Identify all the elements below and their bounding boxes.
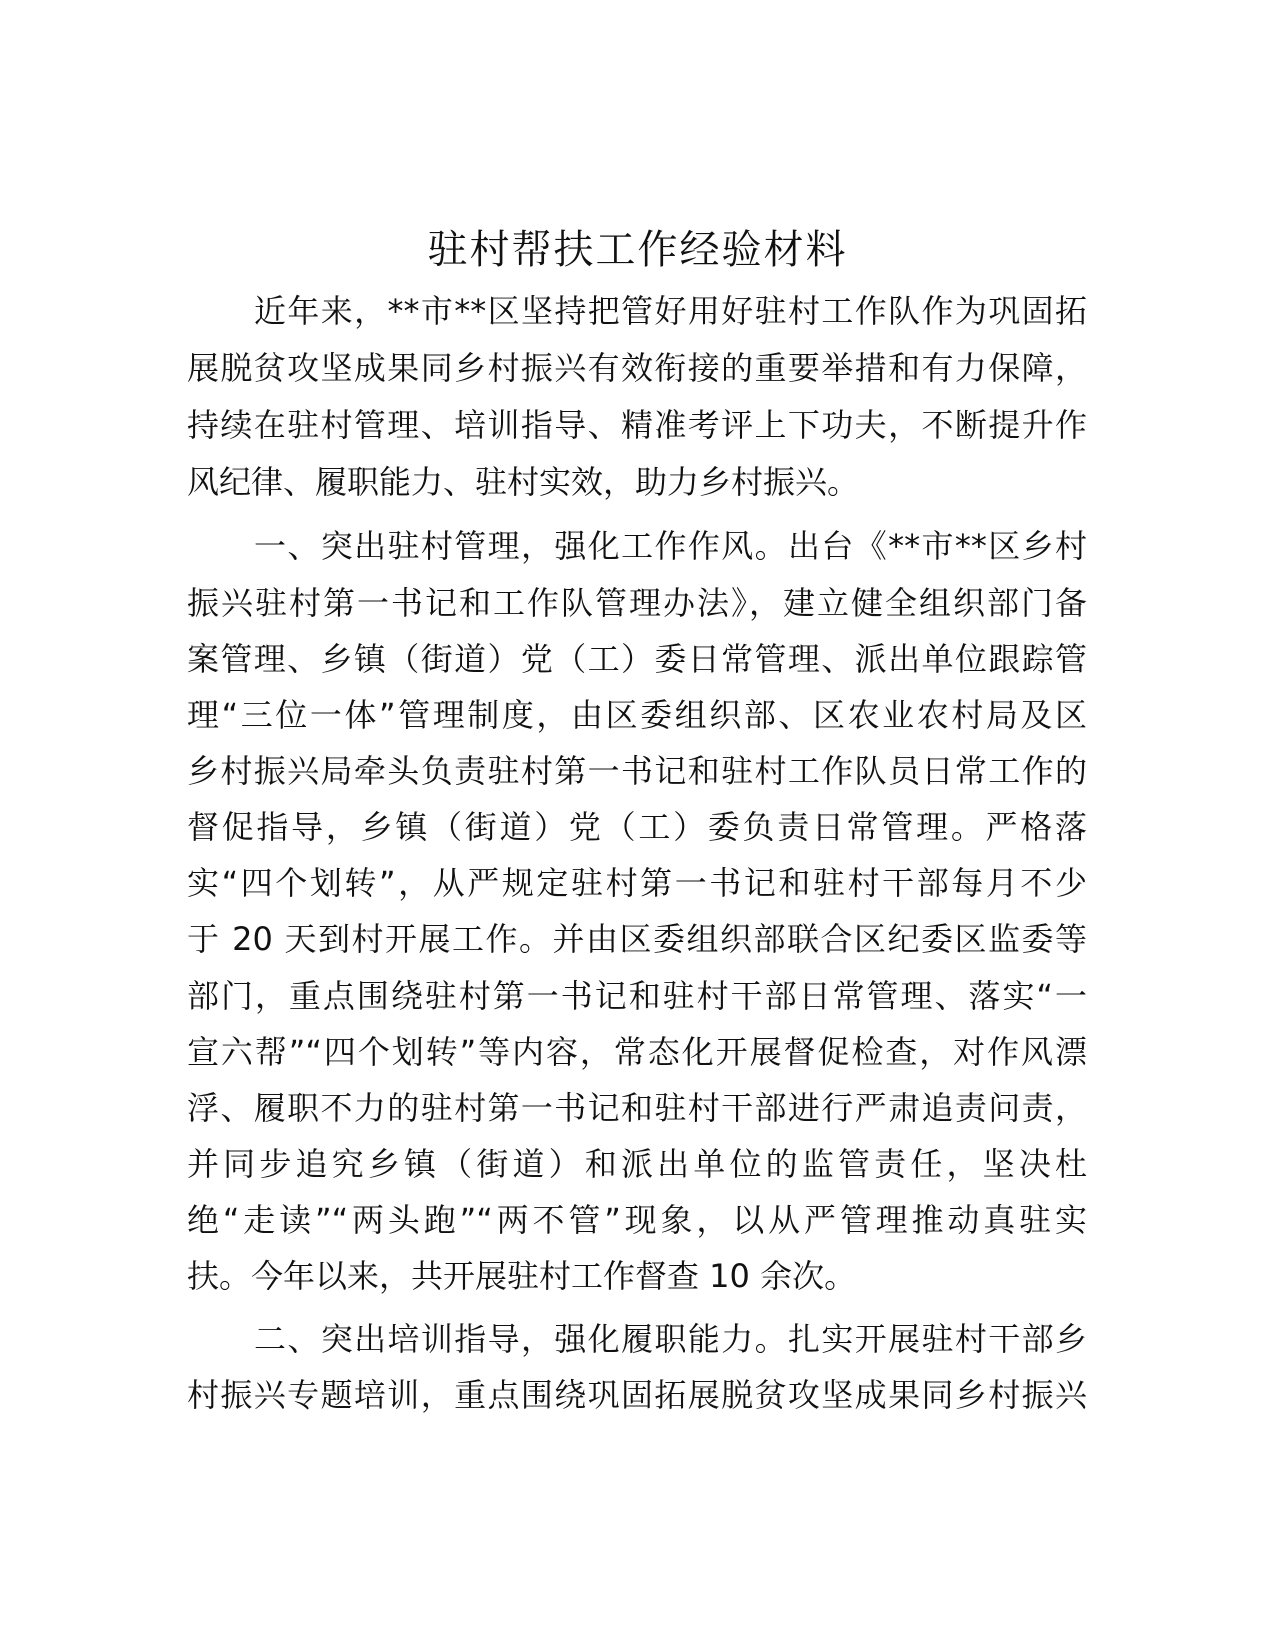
paragraph-line: 部门，重点围绕驻村第一书记和驻村干部日常管理、落实“一 [187,977,1087,1015]
paragraph-line: 二、突出培训指导，强化履职能力。扎实开展驻村干部乡 [254,1320,1087,1358]
paragraph-line: 扶。今年以来，共开展驻村工作督查 10 余次。 [187,1257,857,1295]
paragraph-line: 持续在驻村管理、培训指导、精准考评上下功夫，不断提升作 [187,406,1087,444]
paragraph-line: 绝“走读”“两头跑”“两不管”现象，以从严管理推动真驻实 [187,1201,1087,1239]
paragraph-line: 一、突出驻村管理，强化工作作风。出台《**市**区乡村 [254,527,1087,565]
paragraph-line: 风纪律、履职能力、驻村实效，助力乡村振兴。 [187,463,860,501]
paragraph-line: 实“四个划转”，从严规定驻村第一书记和驻村干部每月不少 [187,864,1087,902]
paragraph-line: 并同步追究乡镇（街道）和派出单位的监管责任，坚决杜 [187,1145,1087,1183]
paragraph-line: 振兴驻村第一书记和工作队管理办法》，建立健全组织部门备 [187,584,1087,622]
paragraph-line: 展脱贫攻坚成果同乡村振兴有效衔接的重要举措和有力保障， [187,349,1087,387]
paragraph-line: 理“三位一体”管理制度，由区委组织部、区农业农村局及区 [187,696,1087,734]
paragraph-line: 浮、履职不力的驻村第一书记和驻村干部进行严肃追责问责， [187,1089,1087,1127]
paragraph-line: 案管理、乡镇（街道）党（工）委日常管理、派出单位跟踪管 [187,640,1087,678]
paragraph-line: 村振兴专题培训，重点围绕巩固拓展脱贫攻坚成果同乡村振兴 [187,1376,1087,1414]
paragraph-line: 宣六帮”“四个划转”等内容，常态化开展督促检查，对作风漂 [187,1033,1087,1071]
paragraph-line: 乡村振兴局牵头负责驻村第一书记和驻村工作队员日常工作的 [187,752,1087,790]
paragraph-line: 于 20 天到村开展工作。并由区委组织部联合区纪委区监委等 [187,920,1087,958]
paragraph-line: 近年来，**市**区坚持把管好用好驻村工作队作为巩固拓 [254,292,1087,330]
paragraph-line: 督促指导，乡镇（街道）党（工）委负责日常管理。严格落 [187,808,1087,846]
document-title: 驻村帮扶工作经验材料 [427,227,848,273]
